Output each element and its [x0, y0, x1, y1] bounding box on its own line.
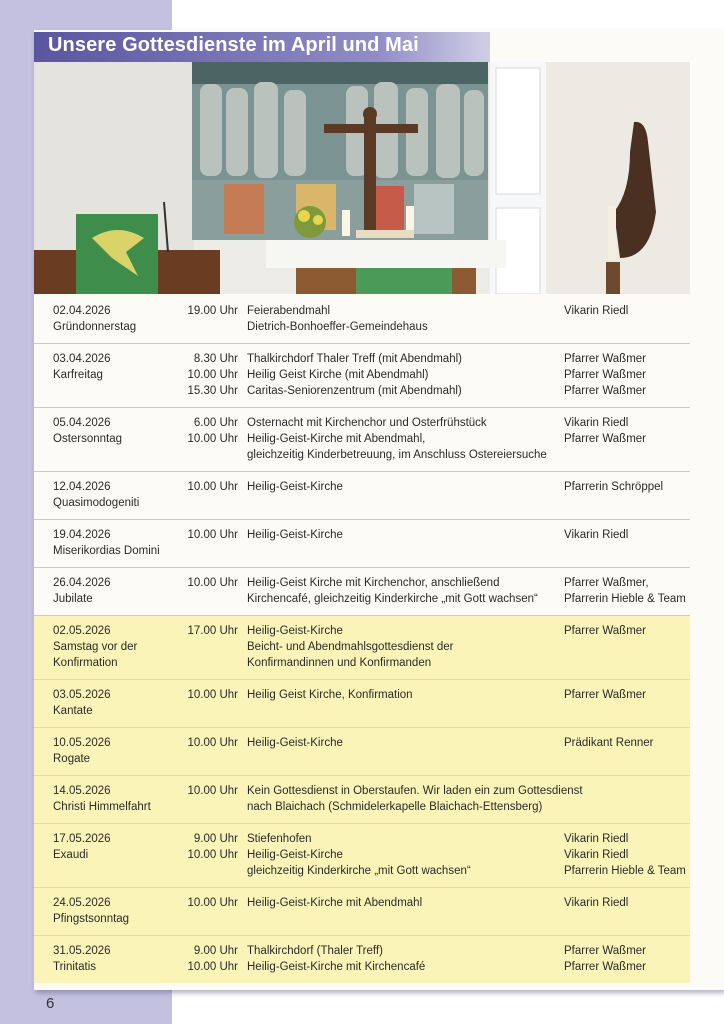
service-person: Pfarrerin Hieble & Team	[564, 593, 686, 605]
service-day-name: Karfreitag	[53, 369, 103, 381]
service-row	[34, 472, 690, 520]
service-time: 10.00 Uhr	[187, 961, 238, 973]
service-time-cell	[174, 895, 238, 911]
service-time: 10.00 Uhr	[187, 529, 238, 541]
service-description: Thalkirchdorf Thaler Treff (mit Abendmahl)	[247, 353, 462, 365]
service-description: Heilig Geist Kirche, Konfirmation	[247, 689, 413, 701]
service-time: 10.00 Uhr	[187, 897, 238, 909]
service-person: Pfarrer Waßmer	[564, 353, 646, 365]
service-description: Heilig-Geist Kirche mit Kirchenchor, anschließend	[247, 577, 500, 589]
service-description-cell	[247, 351, 562, 399]
service-day-name: Kantate	[53, 705, 93, 717]
service-date: 03.05.2026	[53, 689, 111, 701]
service-date: 12.04.2026	[53, 481, 111, 493]
service-day-name: Exaudi	[53, 849, 89, 861]
service-person-cell	[564, 527, 694, 543]
service-time-cell	[174, 735, 238, 751]
service-person: Vikarin Riedl	[564, 849, 629, 861]
service-time: 10.00 Uhr	[187, 433, 238, 445]
service-person-cell	[564, 687, 694, 703]
service-person: Pfarrer Waßmer	[564, 945, 646, 957]
service-date: 24.05.2026	[53, 897, 111, 909]
service-day-name: Trinitatis	[53, 961, 97, 973]
service-description: gleichzeitig Kinderkirche „mit Gott wachsen“	[247, 865, 471, 877]
service-description: Heilig-Geist-Kirche mit Kirchencafé	[247, 961, 426, 973]
service-person-cell	[564, 623, 694, 639]
service-description: Thalkirchdorf (Thaler Treff)	[247, 945, 383, 957]
service-time: 10.00 Uhr	[187, 369, 238, 381]
service-description-cell	[247, 831, 562, 879]
service-person: Vikarin Riedl	[564, 417, 629, 429]
service-time: 10.00 Uhr	[187, 481, 238, 493]
service-date-cell	[53, 303, 183, 335]
service-date: 10.05.2026	[53, 737, 111, 749]
service-row	[34, 616, 690, 680]
service-day-name: Ostersonntag	[53, 433, 123, 445]
service-date-cell	[53, 895, 183, 927]
service-day-name: Quasimodogeniti	[53, 497, 140, 509]
service-time-cell	[174, 943, 238, 975]
service-time-cell	[174, 351, 238, 399]
service-person: Pfarrer Waßmer	[564, 433, 646, 445]
service-date-cell	[53, 687, 183, 719]
service-row	[34, 296, 690, 344]
service-person-cell	[564, 831, 694, 879]
service-date-cell	[53, 575, 183, 607]
service-description-cell	[247, 527, 562, 543]
service-person-cell	[564, 895, 694, 911]
service-time-cell	[174, 527, 238, 543]
service-description: Heilig Geist Kirche (mit Abendmahl)	[247, 369, 429, 381]
service-date: 05.04.2026	[53, 417, 111, 429]
service-person: Pfarrer Waßmer	[564, 689, 646, 701]
service-day-name: Pfingstsonntag	[53, 913, 130, 925]
service-description-cell	[247, 623, 562, 671]
service-time: 19.00 Uhr	[187, 305, 238, 317]
service-time-cell	[174, 303, 238, 319]
service-row	[34, 824, 690, 888]
service-description-cell	[247, 575, 562, 607]
service-date: 03.04.2026	[53, 353, 111, 365]
service-date-cell	[53, 783, 183, 815]
service-description: Heilig-Geist-Kirche	[247, 625, 343, 637]
service-person: Pfarrer Waßmer	[564, 625, 646, 637]
service-person: Pfarrerin Schröppel	[564, 481, 664, 493]
service-description-cell	[247, 943, 562, 975]
service-person-cell	[564, 351, 694, 399]
service-date: 31.05.2026	[53, 945, 111, 957]
service-row	[34, 728, 690, 776]
page-number: 6	[46, 995, 55, 1012]
service-row	[34, 568, 690, 616]
service-time: 10.00 Uhr	[187, 849, 238, 861]
service-description: Heilig-Geist-Kirche mit Abendmahl	[247, 897, 423, 909]
service-time-cell	[174, 575, 238, 591]
service-person: Pfarrer Waßmer	[564, 385, 646, 397]
service-time: 9.00 Uhr	[193, 945, 238, 957]
service-row	[34, 680, 690, 728]
service-person-cell	[564, 575, 694, 607]
service-time-cell	[174, 623, 238, 639]
service-description: Beicht- und Abendmahlsgottesdienst der	[247, 641, 454, 653]
service-time: 10.00 Uhr	[187, 577, 238, 589]
service-day-name: Jubilate	[53, 593, 93, 605]
service-day-name: Samstag vor der	[53, 641, 138, 653]
service-date: 19.04.2026	[53, 529, 111, 541]
service-description: Heilig-Geist-Kirche	[247, 849, 343, 861]
service-date-cell	[53, 351, 183, 383]
service-person: Pfarrer Waßmer	[564, 369, 646, 381]
service-date-cell	[53, 943, 183, 975]
service-row	[34, 936, 690, 983]
service-person: Vikarin Riedl	[564, 529, 629, 541]
service-person: Vikarin Riedl	[564, 897, 629, 909]
service-person-cell	[564, 735, 694, 751]
service-row	[34, 888, 690, 936]
service-time: 10.00 Uhr	[187, 785, 238, 797]
service-time: 10.00 Uhr	[187, 737, 238, 749]
service-row	[34, 776, 690, 824]
service-date: 02.05.2026	[53, 625, 111, 637]
service-date: 14.05.2026	[53, 785, 111, 797]
service-description: Osternacht mit Kirchenchor und Osterfrühstück	[247, 417, 487, 429]
service-description: Konfirmandinnen und Konfirmanden	[247, 657, 432, 669]
service-person: Pfarrer Waßmer	[564, 961, 646, 973]
service-day-name: Gründonnerstag	[53, 321, 137, 333]
service-person: Pfarrer Waßmer,	[564, 577, 649, 589]
service-time-cell	[174, 783, 238, 799]
service-description-cell	[247, 303, 562, 335]
service-time-cell	[174, 479, 238, 495]
service-description-cell	[247, 687, 562, 703]
service-day-name: Christi Himmelfahrt	[53, 801, 151, 813]
service-person-cell	[564, 303, 694, 319]
service-person-cell	[564, 479, 694, 495]
service-description-cell	[247, 479, 562, 495]
service-date-cell	[53, 735, 183, 767]
service-date: 17.05.2026	[53, 833, 111, 845]
service-time: 10.00 Uhr	[187, 689, 238, 701]
services-table	[34, 296, 690, 983]
service-description-cell	[247, 735, 562, 751]
service-description: Kirchencafé, gleichzeitig Kinderkirche „mit Gott wachsen“	[247, 593, 538, 605]
service-description: Feierabendmahl	[247, 305, 331, 317]
service-person-cell	[564, 415, 694, 447]
service-description: Heilig-Geist-Kirche	[247, 737, 343, 749]
service-time: 6.00 Uhr	[193, 417, 238, 429]
service-day-name: Miserikordias Domini	[53, 545, 160, 557]
service-date-cell	[53, 527, 183, 559]
service-description: nach Blaichach (Schmidelerkapelle Blaichach-Ettensberg)	[247, 801, 543, 813]
service-description: gleichzeitig Kinderbetreuung, im Anschluss Ostereiersuche	[247, 449, 547, 461]
service-person: Vikarin Riedl	[564, 833, 629, 845]
service-day-name: Rogate	[53, 753, 91, 765]
service-row	[34, 520, 690, 568]
church-photo-illustration	[34, 62, 690, 294]
service-description: Heilig-Geist-Kirche mit Abendmahl,	[247, 433, 426, 445]
service-description: Heilig-Geist-Kirche	[247, 529, 343, 541]
service-time: 17.00 Uhr	[187, 625, 238, 637]
service-time-cell	[174, 687, 238, 703]
service-date-cell	[53, 623, 183, 671]
service-time-cell	[174, 415, 238, 447]
service-time: 8.30 Uhr	[193, 353, 238, 365]
service-time: 15.30 Uhr	[187, 385, 238, 397]
service-person: Pfarrerin Hieble & Team	[564, 865, 686, 877]
service-time-cell	[174, 831, 238, 863]
service-description: Kein Gottesdienst in Oberstaufen. Wir laden ein zum Gottesdienst	[247, 785, 583, 797]
service-description-cell	[247, 895, 562, 911]
service-row	[34, 344, 690, 408]
service-description: Heilig-Geist-Kirche	[247, 481, 343, 493]
service-date: 02.04.2026	[53, 305, 111, 317]
church-altar-photo	[34, 62, 690, 294]
service-date-cell	[53, 415, 183, 447]
service-time: 9.00 Uhr	[193, 833, 238, 845]
service-description: Stiefenhofen	[247, 833, 312, 845]
service-date-cell	[53, 831, 183, 863]
service-row	[34, 408, 690, 472]
service-date: 26.04.2026	[53, 577, 111, 589]
page-title: Unsere Gottesdienste im April und Mai	[48, 34, 419, 56]
service-description: Caritas-Seniorenzentrum (mit Abendmahl)	[247, 385, 462, 397]
service-description-cell	[247, 783, 583, 815]
service-person: Prädikant Renner	[564, 737, 654, 749]
service-description: Dietrich-Bonhoeffer-Gemeindehaus	[247, 321, 428, 333]
service-description-cell	[247, 415, 562, 463]
service-person: Vikarin Riedl	[564, 305, 629, 317]
service-date-cell	[53, 479, 183, 511]
service-day-name: Konfirmation	[53, 657, 118, 669]
service-person-cell	[564, 943, 694, 975]
